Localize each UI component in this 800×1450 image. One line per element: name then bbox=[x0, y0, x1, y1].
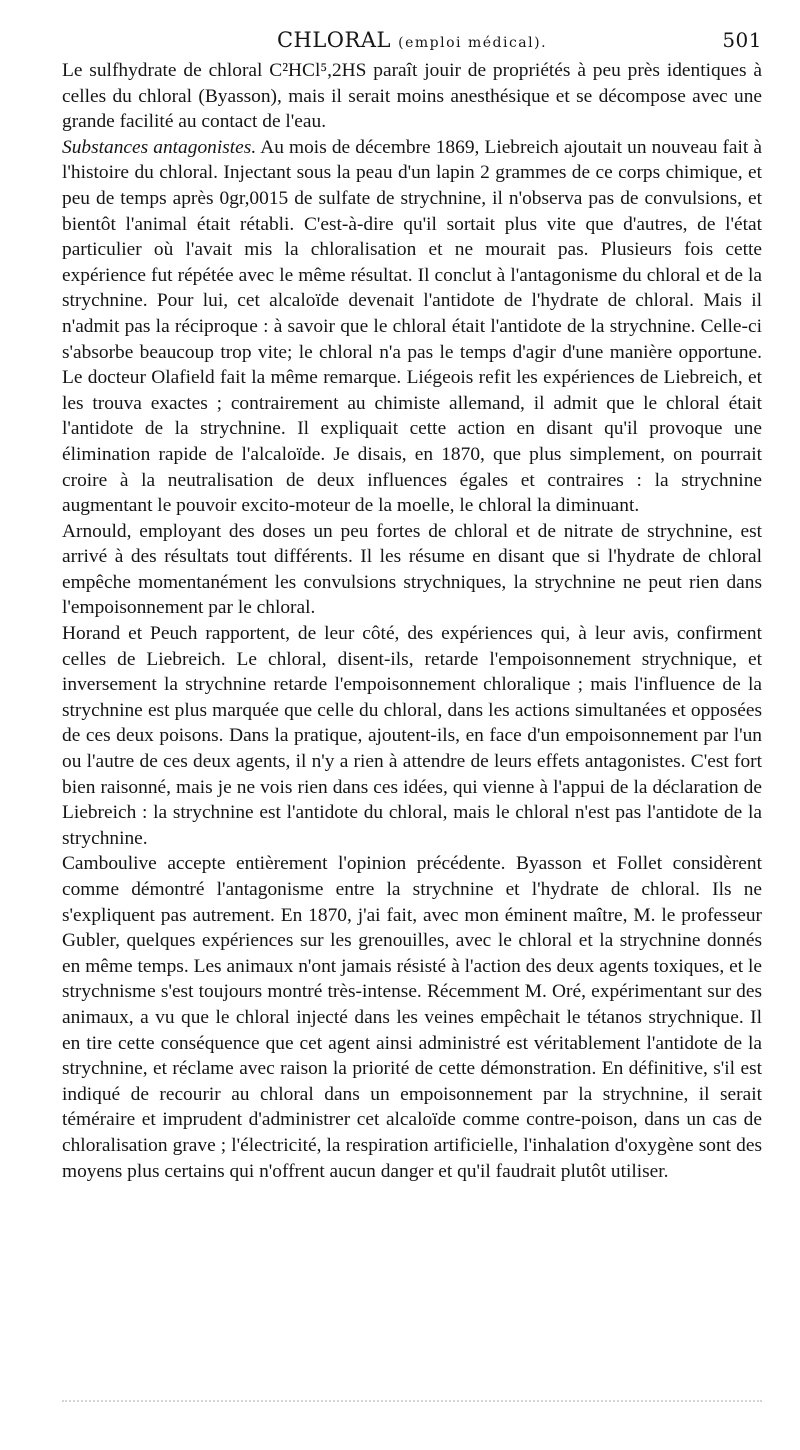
running-title-subtitle: (emploi médical). bbox=[398, 35, 548, 51]
paragraph-3 bbox=[62, 519, 762, 621]
body-text bbox=[62, 58, 762, 1184]
running-header bbox=[62, 26, 762, 56]
paragraph-text: Camboulive accepte entièrement l'opinion précédente. Byasson et Follet considèrent comme démontré l'antagonisme entre la strychnine et l'hydrate de chloral. Ils ne s'expliquent pas autrement. En 1870, j'ai fait, avec mon éminent maître, M. le professeur Gubler, quelques expériences sur les grenouilles, avec le chloral et la strychnine donnés en même temps. Les animaux n'ont jamais résisté à l'action des deux agents toxiques, et le strychnisme s'est toujours montré très-intense. Récemment M. Oré, expérimentant sur des animaux, a vu que le chloral injecté dans les veines empêchait le tétanos strychnique. Il en tire cette conséquence que cet agent ainsi administré est véritablement l'antidote de la strychnine, et réclame avec raison la priorité de cette démonstration. En définitive, s'il est indiqué de recourir au chloral dans un empoisonnement par la strychnine, il serait téméraire et imprudent d'administrer cet alcaloïde comme contre-poison, dans un cas de chloralisation grave ; l'électricité, la respiration artificielle, l'inhalation d'oxygène sont des moyens plus certains qui n'offrent aucun danger et qu'il faudrait plutôt utiliser. bbox=[62, 853, 762, 1182]
paragraph-text: Arnould, employant des doses un peu fortes de chloral et de nitrate de strychnine, est arrivé à des résultats tout différents. Il les résume en disant que si l'hydrate de chloral empêche momentanément les convulsions strychniques, la strychnine ne peut rien dans l'empoisonnement par le chloral. bbox=[62, 520, 762, 619]
paragraph-text: Horand et Peuch rapportent, de leur côté, des expériences qui, à leur avis, confirment celles de Liebreich. Le chloral, disent-ils, retarde l'empoisonnement strychnique, et inversement la strychnine retarde l'empoisonnement chloralique ; mais l'influence de la strychnine est plus marquée que celle du chloral, dans les actions simultanées et opposées de ces deux poisons. Dans la pratique, ajoutent-ils, en face d'un empoisonnement par l'un ou l'autre de ces deux agents, il n'y a rien à attendre de leurs effets antagonistes. C'est fort bien raisonné, mais je ne vois rien dans ces idées, qui vienne à l'appui de la déclaration de Liebreich : la strychnine est l'antidote du chloral, mais le chloral n'est pas l'antidote de la strychnine. bbox=[62, 623, 762, 849]
paragraph-text: Le sulfhydrate de chloral C²HCl⁵,2HS paraît jouir de propriétés à peu près identiques à celles du chloral (Byasson), mais il serait moins anesthésique et se décompose avec une grande facilité au contact de l'eau. bbox=[62, 60, 762, 133]
running-title-main: CHLORAL bbox=[276, 28, 391, 52]
paragraph-text: Au mois de décembre 1869, Liebreich ajoutait un nouveau fait à l'histoire du chloral. Injectant sous la peau d'un lapin 2 grammes de ce corps chimique, et peu de temps après 0gr,0015 de sulfate de strychnine, il n'observa pas de convulsions, et bientôt l'animal était rétabli. C'est-à-dire qu'il sortait plus vite que d'autres, de l'état particulier où l'avait mis la chloralisation et ne mourait pas. Plusieurs fois cette expérience fut répétée avec le même résultat. Il conclut à l'antagonisme du chloral et de la strychnine. Pour lui, cet alcaloïde devenait l'antidote de l'hydrate de chloral. Mais il n'admit pas la réciproque : à savoir que le chloral était l'antidote de la strychnine. Celle-ci s'absorbe beaucoup trop vite; le chloral n'a pas le temps d'agir d'une manière opportune. Le docteur Olafield fait la même remarque. Liégeois refit les expériences de Liebreich, et les trouva exactes ; contrairement au chimiste allemand, il admit que le chloral était l'antidote de la strychnine. Il expliquait cette action en disant qu'il provoque une élimination rapide de l'alcaloïde. Je disais, en 1870, que plus simplement, on pourrait croire à la neutralisation de deux influences égales et contraires : la strychnine augmentant le pouvoir excito-moteur de la moelle, le chloral la diminuant. bbox=[62, 136, 762, 517]
paragraph-4 bbox=[62, 621, 762, 851]
page-number: 501 bbox=[722, 28, 762, 52]
paragraph-1 bbox=[62, 58, 762, 135]
paragraph-5 bbox=[62, 851, 762, 1184]
paragraph-2 bbox=[62, 135, 762, 519]
running-title bbox=[62, 28, 762, 52]
bottom-scan-artifact bbox=[62, 1400, 762, 1412]
section-lead-italic: Substances antagonistes. bbox=[62, 136, 257, 158]
